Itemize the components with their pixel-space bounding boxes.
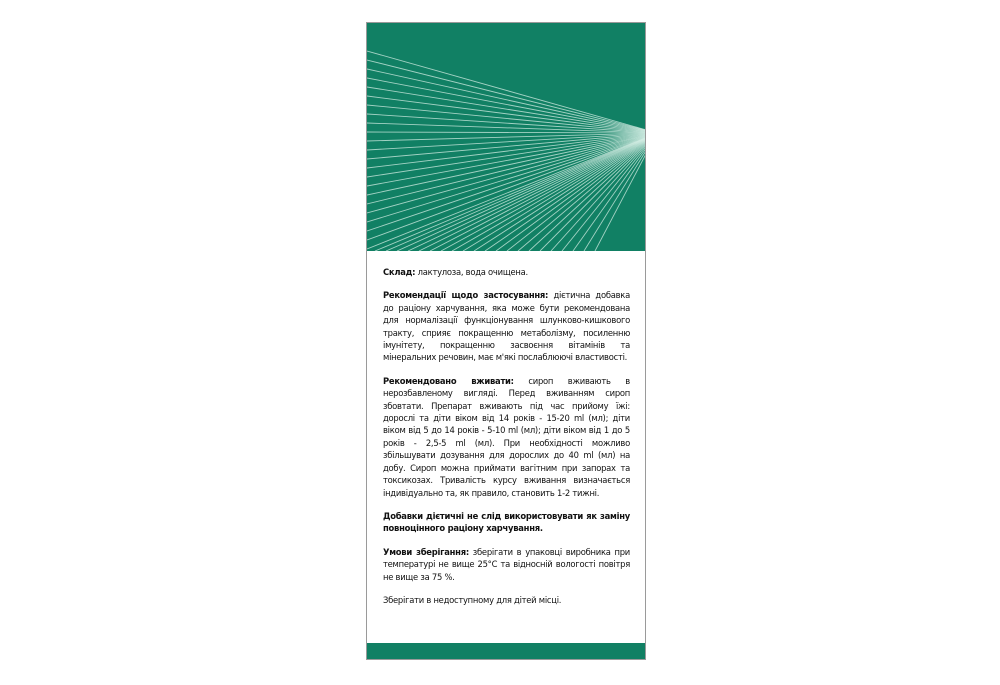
- dosage-heading: Рекомендовано вживати:: [383, 375, 514, 386]
- dosage-paragraph: [383, 375, 630, 499]
- radiating-lines-graphic: [367, 23, 645, 251]
- recommendations-heading: Рекомендації щодо застосування:: [383, 290, 549, 301]
- recommendations-body: дієтична добавка до раціону харчування, яка може бути рекомендована для нормалізації функціонування шлунково-кишкового тракту, сприяє покращенню метаболізму, посиленню імунітету, покращенню засвоєння вітамінів та мінеральних речовин, має м'які послаблюючі властивості.: [383, 290, 630, 363]
- composition-paragraph: [383, 266, 630, 278]
- warning-text: Добавки дієтичні не слід використовувати як заміну повноцінного раціону харчування.: [383, 510, 630, 534]
- green-banner: [367, 23, 645, 251]
- warning-paragraph: [383, 510, 630, 535]
- composition-heading: Склад:: [383, 267, 416, 277]
- children-warning: Зберігати в недоступному для дітей місці.: [383, 594, 562, 605]
- children-paragraph: [383, 594, 630, 606]
- storage-body: зберігати в упаковці виробника при температурі не вище 25°С та відносній вологості повітря не вище за 75 %.: [383, 546, 630, 582]
- dosage-body: сироп вживають в нерозбавленому вигляді. Перед вживанням сироп збовтати. Препарат вживають під час прийому їжі: дорослі та діти віком від 14 років - 15-20 ml (мл); діти віком від 5 до 14 років - 5-10 ml (мл); діти віком від 1 до 5 років - 2,5-5 ml (мл). При необхідності можливо збільшувати дозування для дорослих до 40 ml (мл) на добу. Сироп можна приймати вагітним при запорах та токсикозах. Тривалість курсу вживання визначається індивідуально та, як правило, становить 1-2 тижні.: [383, 375, 630, 498]
- label-text-block: [383, 266, 630, 617]
- green-footer-band: [367, 643, 645, 659]
- composition-body: лактулоза, вода очищена.: [415, 267, 528, 277]
- storage-heading: Умови зберігання:: [383, 546, 469, 557]
- storage-paragraph: [383, 546, 630, 583]
- recommendations-paragraph: [383, 289, 630, 363]
- product-label-panel: [366, 22, 646, 660]
